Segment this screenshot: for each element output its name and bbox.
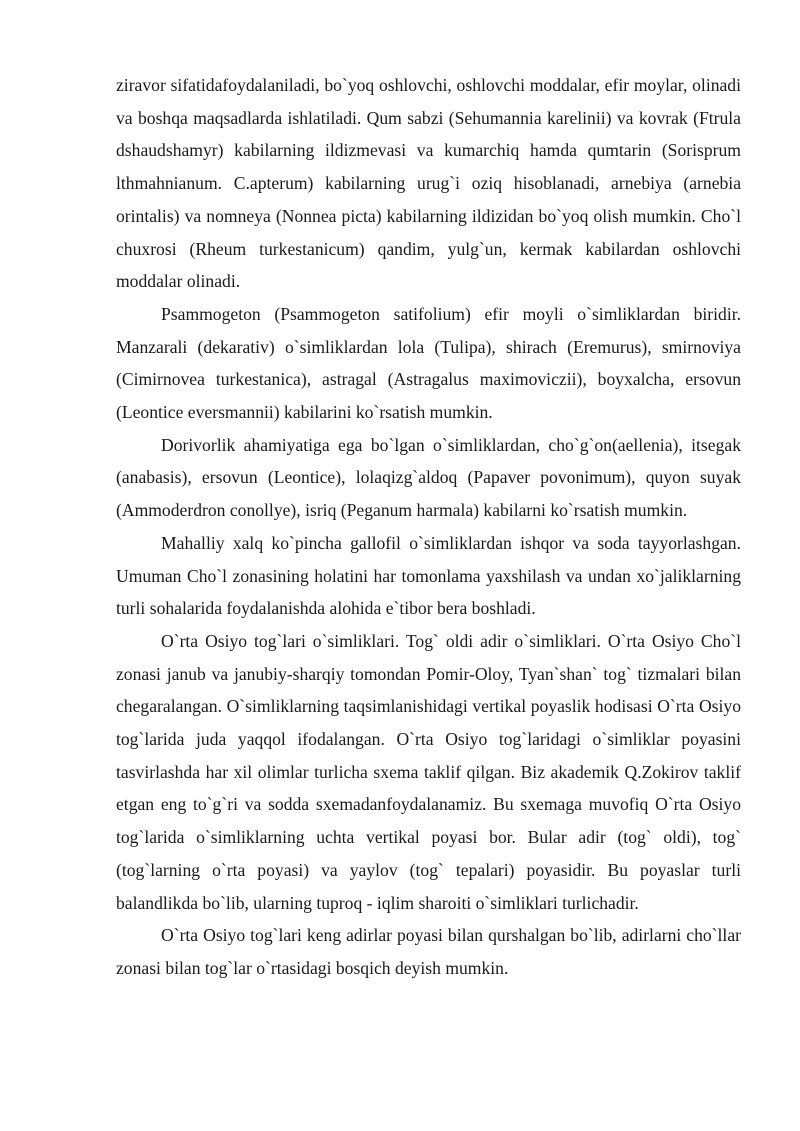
paragraph-3: Dorivorlik ahamiyatiga ega bo`lgan o`simliklardan, cho`g`on(aellenia), itsegak (anabasis), ersovun (Leontice), lolaqizg`aldoq (Papaver povonimum), quyon suyak (Ammoderdron conollye), isriq (Peganum harmala) kabilarni ko`rsatish mumkin.	[116, 434, 741, 521]
paragraph-5: O`rta Osiyo tog`lari o`simliklari. Tog` oldi adir o`simliklari. O`rta Osiyo Cho`l zonasi janub va janubiy-sharqiy tomondan Pomir-Oloy, Tyan`shan` tog` tizmalari bilan chegaralangan. O`simliklarning taqsimlanishidagi vertikal poyaslik hodisasi O`rta Osiyo tog`larida juda yaqqol ifodalangan. O`rta Osiyo tog`laridagi o`simliklar poyasini tasvirlashda har xil olimlar turlicha sxema taklif qilgan. Biz akademik Q.Zokirov taklif etgan eng to`g`ri va sodda sxemadanfoydalanamiz. Bu sxemaga muvofiq O`rta Osiyo tog`larida o`simliklarning uchta vertikal poyasi bor. Bular adir (tog` oldi), tog` (tog`larning o`rta poyasi) va yaylov (tog` tepalari) poyasidir. Bu poyaslar turli balandlikda bo`lib, ularning tuproq - iqlim sharoiti o`simliklari turlichadir.	[116, 630, 741, 913]
paragraph-4: Mahalliy xalq ko`pincha gallofil o`simliklardan ishqor va soda tayyorlashgan. Umuman Cho`l zonasining holatini har tomonlama yaxshilash va undan xo`jaliklarning turli sohalarida foydalanishda alohida e`tibor bera boshladi.	[116, 532, 741, 619]
paragraph-6: O`rta Osiyo tog`lari keng adirlar poyasi bilan qurshalgan bo`lib, adirlarni cho`llar zonasi bilan tog`lar o`rtasidagi bosqich deyish mumkin.	[116, 925, 741, 978]
document-page	[116, 69, 741, 985]
paragraph-2: Psammogeton (Psammogeton satifolium) efir moyli o`simliklardan biridir. Manzarali (dekarativ) o`simliklardan lola (Tulipa), shirach (Eremurus), smirnoviya (Cimirnovea turkestanica), astragal (Astragalus maximoviczii), boyxalcha, ersovun (Leontice eversmannii) kabilarini ko`rsatish mumkin.	[116, 303, 741, 423]
paragraph-1: ziravor sifatidafoydalaniladi, bo`yoq oshlovchi, oshlovchi moddalar, efir moylar, olinadi va boshqa maqsadlarda ishlatiladi. Qum sabzi (Sehumannia karelinii) va kovrak (Ftrula dshaudshamyr) kabilarning ildizmevasi va kumarchiq hamda qumtarin (Sorisprum lthmahnianum. C.apterum) kabilarning urug`i oziq hisoblanadi, arnebiya (arnebia orintalis) va nomneya (Nonnea picta) kabilarning ildizidan bo`yoq olish mumkin. Cho`l chuxrosi (Rheum turkestanicum) qandim, yulg`un, kermak kabilardan oshlovchi moddalar olinadi.	[116, 75, 741, 292]
